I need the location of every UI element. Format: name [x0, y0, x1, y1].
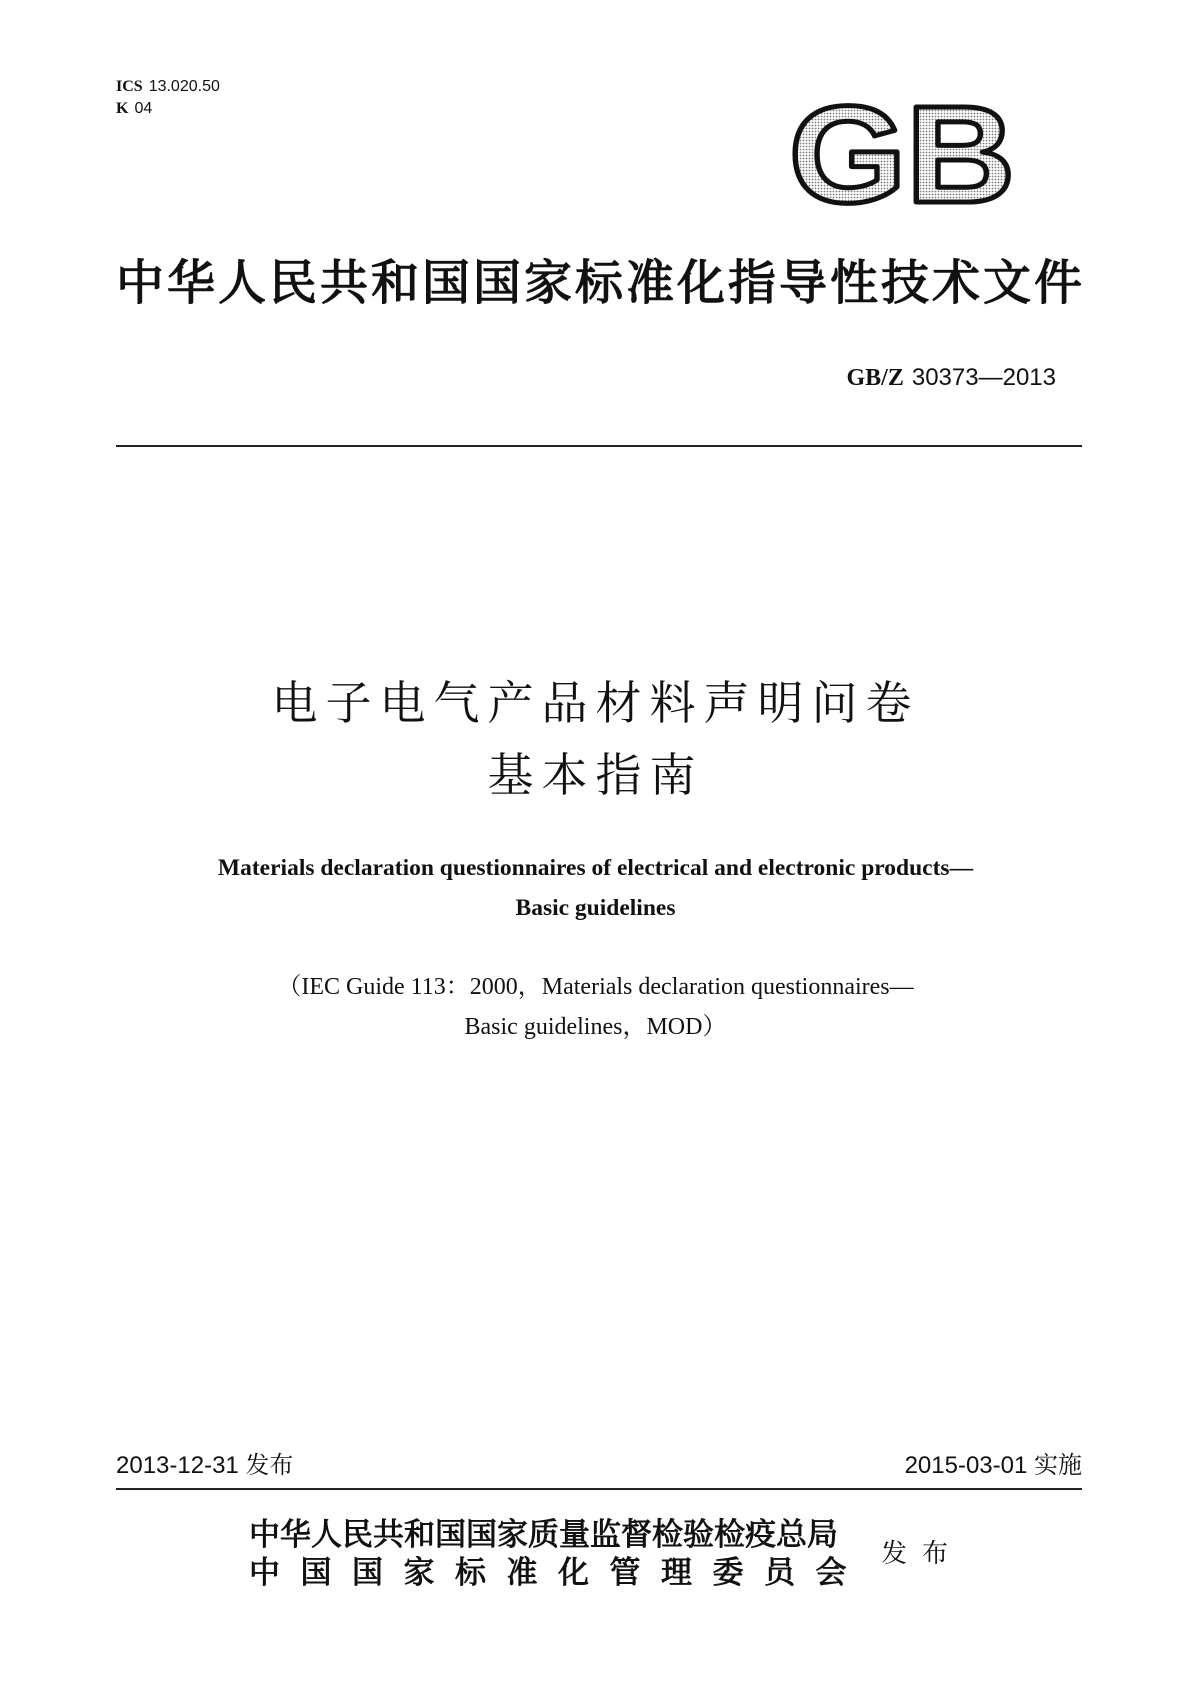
- title-zh-line-2: 基本指南: [487, 748, 704, 802]
- ics-value: 13.020.50: [148, 78, 220, 95]
- standard-number-value: 30373—2013: [911, 364, 1056, 391]
- ics-code: [116, 76, 220, 97]
- adoption-line-2: Basic guidelines，MOD）: [464, 1014, 727, 1040]
- issue-label: 发布: [881, 1539, 964, 1569]
- standard-prefix: GB/Z: [846, 365, 904, 391]
- title-zh-line-1: 电子电气产品材料声明问卷: [271, 676, 920, 730]
- bottom-divider: [116, 1488, 1082, 1490]
- gb-logo: [787, 94, 1018, 211]
- issuer-sac: 中国国家标准化管理委员会: [249, 1555, 867, 1591]
- title-en-line-1: Materials declaration questionnaires of electrical and electronic products—: [217, 855, 974, 881]
- ccs-code: [116, 98, 152, 119]
- gb-logo-text: GB: [789, 94, 1015, 211]
- document-type-title: 中华人民共和国国家标准化指导性技术文件: [116, 255, 1086, 311]
- ics-label: ICS: [116, 78, 143, 95]
- title-en-line-2: Basic guidelines: [515, 895, 676, 921]
- ccs-value: 04: [134, 100, 153, 117]
- implementation-date: 2015-03-01 实施: [904, 1452, 1082, 1479]
- top-divider: [116, 445, 1082, 447]
- adoption-line-1: （IEC Guide 113：2000，Materials declaration questionnaires—: [277, 974, 914, 1000]
- issuer-aqsiq: 中华人民共和国国家质量监督检验检疫总局: [249, 1517, 838, 1553]
- issue-date: 2013-12-31 发布: [116, 1452, 294, 1479]
- standard-number: [847, 363, 1057, 392]
- ccs-label: K: [116, 100, 129, 117]
